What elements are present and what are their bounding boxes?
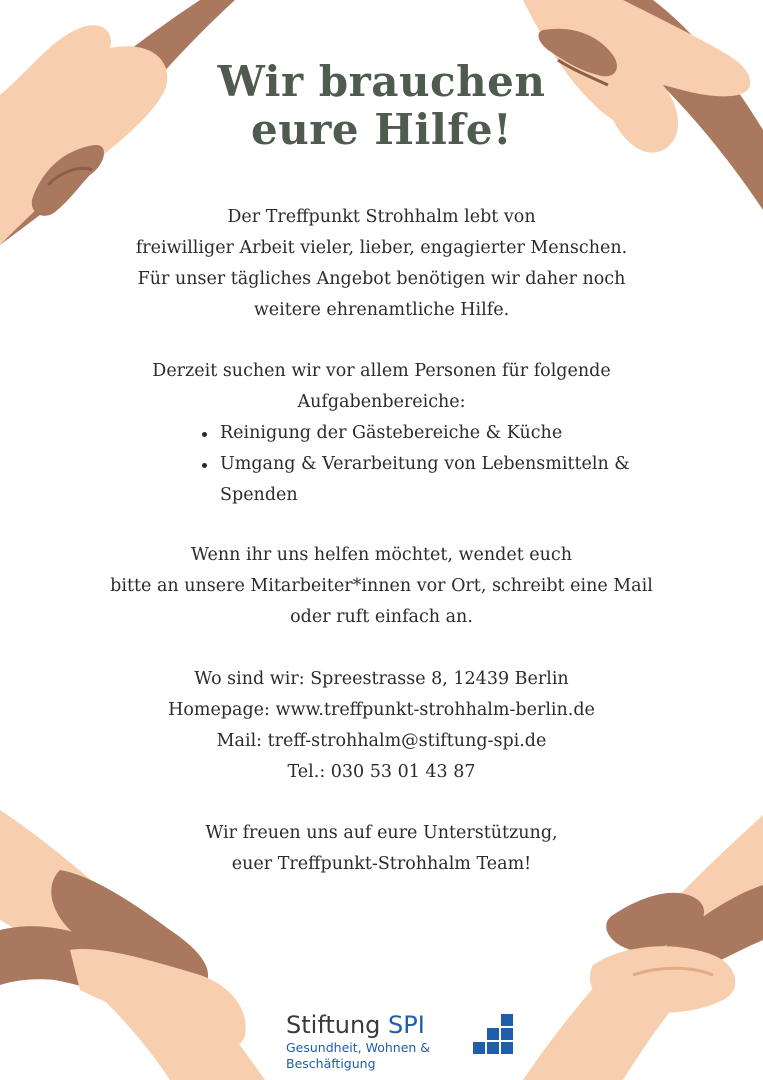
closing-paragraph	[70, 818, 693, 880]
logo-subtitle-line-2: Beschäftigung	[286, 1056, 376, 1071]
intro-line: freiwilliger Arbeit vieler, lieber, engagierter Menschen.	[135, 238, 628, 258]
logo-subtitle-line-1: Gesundheit, Wohnen &	[286, 1040, 431, 1055]
search-line: Aufgabenbereiche:	[297, 392, 466, 412]
contact-intro-line: bitte an unsere Mitarbeiter*innen vor Ort, schreibt eine Mail	[110, 576, 653, 596]
contact-intro-paragraph	[70, 540, 693, 633]
stiftung-spi-logo-mark-icon	[472, 1014, 516, 1058]
logo-name-part2: SPI	[388, 1011, 425, 1039]
intro-line: Der Treffpunkt Strohhalm lebt von	[227, 207, 536, 227]
title-line-2: eure Hilfe!	[250, 105, 513, 154]
search-line: Derzeit suchen wir vor allem Personen für folgende	[152, 361, 611, 381]
mail-line: Mail: treff-strohhalm@stiftung-spi.de	[216, 731, 547, 751]
homepage-line: Homepage: www.treffpunkt-strohhalm-berlin.de	[168, 700, 595, 720]
stiftung-spi-logo	[286, 1010, 430, 1072]
task-list	[200, 418, 660, 511]
phone-line: Tel.: 030 53 01 43 87	[287, 762, 476, 782]
list-item: Umgang & Verarbeitung von Lebensmitteln & Spenden	[200, 449, 660, 511]
closing-line: Wir freuen uns auf eure Unterstützung,	[205, 823, 558, 843]
list-item: Reinigung der Gästebereiche & Küche	[200, 418, 660, 449]
closing-line: euer Treffpunkt-Strohhalm Team!	[231, 854, 532, 874]
contact-intro-line: Wenn ihr uns helfen möchtet, wendet euch	[190, 545, 572, 565]
intro-line: Für unser tägliches Angebot benötigen wir daher noch	[137, 269, 626, 289]
contact-details	[70, 664, 693, 788]
logo-name	[286, 1010, 430, 1040]
search-paragraph	[70, 356, 693, 418]
page-title	[0, 58, 763, 154]
logo-name-part1: Stiftung	[286, 1011, 389, 1039]
intro-paragraph	[70, 202, 693, 326]
title-line-1: Wir brauchen	[217, 57, 546, 106]
intro-line: weitere ehrenamtliche Hilfe.	[253, 300, 510, 320]
contact-intro-line: oder ruft einfach an.	[290, 607, 473, 627]
address-line: Wo sind wir: Spreestrasse 8, 12439 Berlin	[194, 669, 569, 689]
